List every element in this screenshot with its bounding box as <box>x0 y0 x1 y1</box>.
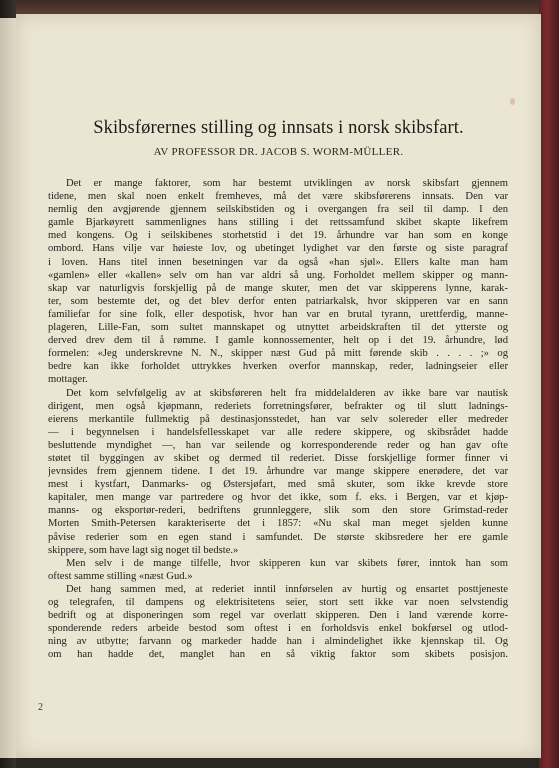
text-line: påvise rederier som en egen stand i samfundet. De største skibsredere her ere gamle <box>48 531 508 543</box>
text-line: skap var naturligvis forskjellig på de mange skuter, men det var skipperens lynne, karak- <box>48 282 508 294</box>
text-line: familiefar for sine folk, eller despotisk, hvor han var en brutal tyrann, urettferdig, manne- <box>48 308 508 320</box>
text-line: sponderende reders arbeide bestod som oftest i en forholdsvis enkel bokførsel og utlod- <box>48 623 508 635</box>
book-cover-right <box>539 0 559 768</box>
page-number: 2 <box>38 702 43 713</box>
paper-stain <box>510 98 515 105</box>
text-line: skippere, som have lagt sig noget til bedste.» <box>48 544 239 556</box>
text-line: nemlig den avgjørende gjennem seilskibstiden og i overgangen fra seil til damp. I den <box>48 204 508 216</box>
text-line: mest i kystfart, Danmarks- og Østersjøfart, med små skuter, som ikke krevde store <box>48 479 508 491</box>
text-line: Det er mange faktorer, som har bestemt utviklingen av norsk skibsfart gjennem <box>66 178 508 189</box>
text-line: om han hadde det, manglet han en så viktig faktor som skibets posisjon. <box>48 649 508 661</box>
text-line: eierens merkantile fullmektig på destinasjonsstedet, han var selv solereder eller medreder <box>48 413 508 425</box>
text-line: Men selv i de mange tilfelle, hvor skipperen kun var skibets fører, inntok han som <box>66 557 508 569</box>
text-line: støtet til byggingen av skibet og dermed til rederiet. Disse forskjellige former finner vi <box>48 452 508 464</box>
text-line: kapitaler, men mange var partredere og hvor det ikke, som f. eks. i Bergen, var et kjøp- <box>48 492 508 504</box>
text-line: manns- og eksportør-rederi, bedriftens grunnleggere, slik som den store Grimstad-reder <box>48 505 508 517</box>
text-line: ter, som bestemte det, og det blev derfor enten patriarkalsk, hvor skipperen var en sann <box>48 295 508 307</box>
text-line: mottager. <box>48 374 88 386</box>
article-body <box>48 177 508 661</box>
text-line: dirigent, men også kjøpmann, rederiets forretningsfører, befrakter og til slutt ladnings- <box>48 400 508 412</box>
text-line: med kongens. Og i seilskibenes storhetstid i det 19. århundre var han som en konge <box>48 230 508 242</box>
text-line: derved drev dem til å rømme. I gamle konnossementer, helt op i det 19. århundre, lød <box>48 335 508 347</box>
text-line: besluttende myndighet —, han var seilende og korresponderende reder og han gav ofte <box>48 439 508 451</box>
text-line: gamle Bjarkøyrett sammenlignes hans stilling i det rettssamfund skibet skapte likefrem <box>48 217 508 229</box>
article-title: Skibsførernes stilling og innsats i norsk skibsfart. <box>93 118 464 138</box>
text-line: «gamlen» eller «kallen» selv om han var aldri så ung. Forholdet mellem skipper og mann- <box>48 269 508 281</box>
text-line: tidene, men skal noen enkelt fremheves, må det være skibsførerens innsats. Den var <box>48 191 508 203</box>
text-line: og telegrafen, til dampens og elektrisitetens seier, stort sett ikke var noen selvstendig <box>48 597 508 608</box>
text-line: bedrift og at disponeringen som regel var overlatt skipperen. Den i land værende korre- <box>48 610 508 622</box>
text-line: plageren, Lille-Fan, som sultet mannskapet og utnyttet arbeidskraften til det ytterste og <box>48 322 508 334</box>
text-line: i loven. Hans titel innen besetningen var da også «han sjøl». Ellers kalte man ham <box>48 256 508 268</box>
text-line: oftest samme stilling «næst Gud.» <box>48 570 193 582</box>
text-line: — i begynnelsen i handelsfellesskapet var alle redere skippere, og skibsrådet hadde <box>48 426 508 438</box>
text-line: bedre kan ikke forholdet uttrykkes hverken overfor mannskap, reder, ladningseier eller <box>48 361 508 373</box>
text-line: jevnsides frem gjennem tidene. I det 19. århundre var mange skippere enerødere, det var <box>48 466 508 478</box>
text-line: ning av utbytte; farvann og markeder hadde han i almindelighet ikke kjennskap til. Og <box>48 636 508 648</box>
text-line: Det kom selvfølgelig av at skibsføreren helt fra middelalderen av ikke bare var nautisk <box>66 387 508 399</box>
book-page <box>16 14 541 758</box>
text-line: Det hang sammen med, at rederiet inntil innførselen av hurtig og ensartet posttjeneste <box>66 583 508 595</box>
text-line: formelen: «Jeg underskrevne N. N., skipper næst Gud på mitt førende skib . . . . ;» og <box>48 348 508 360</box>
text-line: ombord. Hans vilje var høieste lov, og ubetinget lydighet var den første og siste paragraf <box>48 243 508 255</box>
text-line: Morten Smith-Petersen karakteriserte det i 1857: «Nu skal man meget sjelden kunne <box>48 518 508 530</box>
article-byline: AV PROFESSOR DR. JACOB S. WORM-MÜLLER. <box>153 146 404 158</box>
